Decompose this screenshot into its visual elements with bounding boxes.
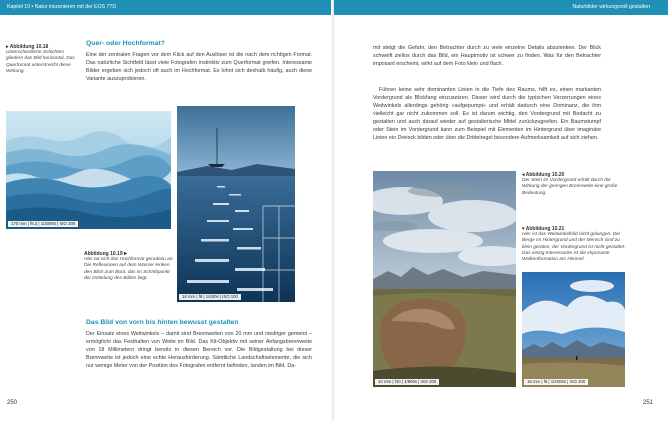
running-header-right: Naturbilder wirkungsvoll gestalten: [334, 0, 668, 15]
photo-exif-label: 18 mm | f8 | 1/2000s | ISO 200: [524, 379, 588, 385]
arrow-right-icon: ▸: [6, 44, 10, 50]
photo-exif-label: 170 mm | f6,3 | 1/2000s | ISO 200: [8, 221, 78, 227]
photo-wide-landscape-image: [522, 272, 625, 387]
section-heading: Das Bild von vorn bis hinten bewusst gestalten: [86, 319, 239, 326]
caption-figure-10-19: [84, 251, 176, 282]
caption-label: Abbildung 10.21: [525, 226, 565, 232]
photo-layered-mountains: [6, 111, 171, 229]
body-paragraph: mit steigt die Gefahr, den Betrachter durch zu viele einzelne Details abzulenken. Der Blick schweift ziellos durch das Bild, ein Hauptmotiv ist schwer zu finden. Was für den Betrachter imposant erscheint, wirkt auf dem Foto klein und flach.: [373, 45, 601, 68]
caption-text: Der Stein im Vordergrund erhält durch die Wirkung der geringen Brennweite eine große Bedeutung.: [522, 178, 618, 196]
arrow-left-icon: ◂: [522, 172, 526, 178]
photo-exif-label: 18 mm | f8 | 1/400s | ISO 100: [179, 294, 241, 300]
body-paragraph: Eine der zentralen Fragen vor dem Klick auf den Auslöser ist die nach dem richtigen Format. Das natürliche Sichtfeld lässt viele Fotografen instinktiv zum Querformat greifen. Interessante Bilder ergeben sich jedoch oft auch im Hochformat. Es lohnt sich deshalb häufig, auch diese Variante auszuprobieren.: [86, 52, 312, 83]
caption-label: Abbildung 10.20: [525, 172, 565, 178]
photo-exif-label: 10 mm | f10 | 1/800s | ISO 200: [375, 379, 439, 385]
photo-sailboat-image: [177, 106, 295, 302]
caption-label: Abbildung 10.19: [84, 251, 123, 257]
photo-wide-landscape: [522, 272, 625, 387]
body-paragraph: Der Einsatz eines Weitwinkels – damit sind Brennweiten von 20 mm und niedriger gemeint – ermöglicht das Festhalten von Weite im Bild. Das Kit-Objektiv mit seiner Anfangsbrennweite von 18 Millimetern dringt bereits in diesen Bereich vor. Die Bildgestaltung bei dieser Brennweite ist jedoch eine echte Herausforderung. Sämtliche Landschaftselemente, die sich nur wenige Meter von der Position des Fotografen entfernt befinden, landen im Bild. Da-: [86, 331, 312, 370]
arrow-down-icon: ▾: [522, 226, 526, 232]
page-number: 251: [643, 400, 654, 406]
caption-text: Hier tut sich das Hochformat geradezu an. Die Reflexionen auf dem Wasser lenken den Blick zum Boot, das im Schnittpunkt der Drittelung des Bildes liegt.: [84, 257, 174, 281]
page-number: 250: [7, 400, 18, 406]
caption-text: Unterschiedliche Schichten gliedern das Bild horizontal. Das Querformat unterstreicht diese Wirkung.: [6, 50, 75, 74]
caption-text: Hier ist das Weitwinkelbild nicht gelungen. Die Berge im Hintergrund und der Mensch sind zu klein geraten, der Vordergrund ist nicht gestaltet. Das einzig Interessante ist die imposante Wolkenformation am Himmel.: [522, 232, 626, 263]
right-page: [334, 0, 668, 421]
photo-layered-mountains-image: [6, 111, 171, 229]
caption-figure-10-20: [522, 172, 618, 197]
caption-label: Abbildung 10.18: [9, 44, 49, 50]
running-header-left: Kapitel 10 • Natur inszenieren mit der EOS 77D: [0, 0, 334, 15]
photo-stone-image: [373, 171, 516, 387]
body-paragraph: Führen keine sehr dominanten Linien in die Tiefe des Raums, hilft es, einen markanten Vordergrund als Blickfang einzusetzen. Dieser wird durch die typischen Verzerrungen eines Weitwinkels allerdings gehörig »aufgepumpt« und erhält dadurch eine Dominanz, die ihm vielleicht gar nicht zukommen soll. Es ist darum wichtig, den Vordergrund mit Bedacht zu gestalten und auch darauf wieder auf gestalterische Mittel zurückzugreifen. Ein Baumstumpf oder Stein im Vordergrund kann zum Beispiel mit Elementen im Hintergrund über imaginäre Linien ein Dreieck bilden oder über die Drittelregel besondere Aufmerksamkeit auf sich ziehen.: [373, 87, 601, 142]
caption-figure-10-21: [522, 226, 626, 263]
photo-sailboat-portrait: [177, 106, 295, 302]
section-heading: Quer- oder Hochformat?: [86, 40, 165, 47]
caption-figure-10-18: [6, 44, 76, 75]
photo-stone-foreground: [373, 171, 516, 387]
arrow-right-icon: ▸: [124, 251, 128, 257]
